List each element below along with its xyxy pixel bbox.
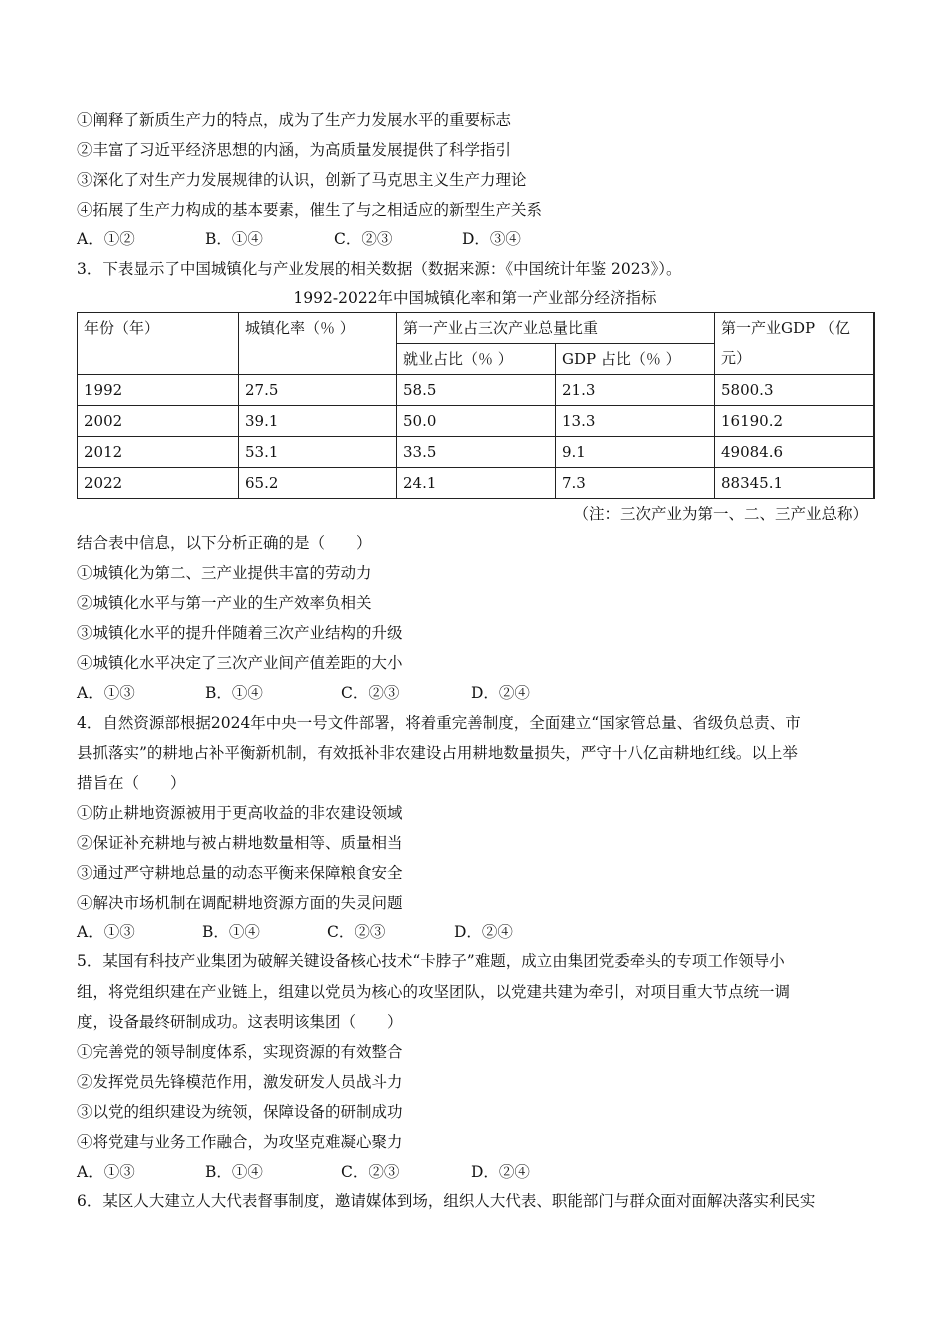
cell-primary-gdp: 16190.2 — [715, 406, 875, 437]
q4-stem-line-1: 4．自然资源部根据2024年中央一号文件部署，将着重完善制度，全面建立“国家管总量、省级负总责、市 — [77, 714, 801, 732]
cell-employment: 58.5 — [397, 375, 556, 406]
q4-statement-4: ④解决市场机制在调配耕地资源方面的失灵问题 — [77, 894, 403, 912]
cell-employment: 50.0 — [397, 406, 556, 437]
q3-option-a: A．①③ — [77, 684, 135, 702]
table-row — [78, 437, 875, 468]
q2-statement-1: ①阐释了新质生产力的特点，成为了生产力发展水平的重要标志 — [77, 111, 512, 129]
q4-statement-2: ②保证补充耕地与被占耕地数量相等、质量相当 — [77, 834, 403, 852]
cell-gdp-share: 9.1 — [556, 437, 715, 468]
q2-statement-4: ④拓展了生产力构成的基本要素，催生了与之相适应的新型生产关系 — [77, 201, 543, 219]
q3-question: 结合表中信息，以下分析正确的是（ ） — [77, 534, 372, 552]
q3-statement-2: ②城镇化水平与第一产业的生产效率负相关 — [77, 594, 372, 612]
q3-table-title: 1992-2022年中国城镇化率和第一产业部分经济指标 — [293, 289, 657, 307]
q2-statement-3: ③深化了对生产力发展规律的认识，创新了马克思主义生产力理论 — [77, 171, 527, 189]
cell-gdp-share: 7.3 — [556, 468, 715, 499]
cell-urbanization: 27.5 — [239, 375, 397, 406]
q5-statement-4: ④将党建与业务工作融合，为攻坚克难凝心聚力 — [77, 1133, 403, 1151]
q3-statement-1: ①城镇化为第二、三产业提供丰富的劳动力 — [77, 564, 372, 582]
q4-statement-3: ③通过严守耕地总量的动态平衡来保障粮食安全 — [77, 864, 403, 882]
q5-stem-line-1: 5．某国有科技产业集团为破解关键设备核心技术“卡脖子”难题，成立由集团党委牵头的专项工作领导小 — [77, 952, 785, 970]
table-row — [78, 375, 875, 406]
cell-year: 1992 — [78, 375, 239, 406]
cell-year: 2012 — [78, 437, 239, 468]
q3-statement-3: ③城镇化水平的提升伴随着三次产业结构的升级 — [77, 624, 403, 642]
q5-statement-1: ①完善党的领导制度体系，实现资源的有效整合 — [77, 1043, 403, 1061]
table-row — [78, 468, 875, 499]
cell-gdp-share: 13.3 — [556, 406, 715, 437]
q4-option-c: C．②③ — [327, 923, 386, 941]
q5-stem-line-2: 组，将党组织建在产业链上，组建以党员为核心的攻坚团队，以党建共建为牵引，对项目重大节点统一调 — [77, 983, 791, 1001]
q3-option-d: D．②④ — [471, 684, 530, 702]
header-primary-gdp-line2: 元） — [721, 349, 752, 367]
q6-stem-line-1: 6．某区人大建立人大代表督事制度，邀请媒体到场，组织人大代表、职能部门与群众面对面解决落实利民实 — [77, 1192, 816, 1210]
header-urbanization: 城镇化率（％ ） — [239, 313, 397, 375]
cell-primary-gdp: 5800.3 — [715, 375, 875, 406]
q5-stem-line-3: 度，设备最终研制成功。这表明该集团（ ） — [77, 1013, 403, 1031]
q4-option-d: D．②④ — [454, 923, 513, 941]
header-gdp-share: GDP 占比（％ ） — [556, 344, 715, 375]
cell-primary-gdp: 88345.1 — [715, 468, 875, 499]
header-employment-share: 就业占比（％ ） — [397, 344, 556, 375]
cell-primary-gdp: 49084.6 — [715, 437, 875, 468]
q4-stem-line-3: 措旨在（ ） — [77, 774, 186, 792]
cell-urbanization: 53.1 — [239, 437, 397, 468]
cell-employment: 24.1 — [397, 468, 556, 499]
cell-urbanization: 65.2 — [239, 468, 397, 499]
q3-stem: 3．下表显示了中国城镇化与产业发展的相关数据（数据来源：《中国统计年鉴 2023》）。 — [77, 260, 682, 278]
q2-statement-2: ②丰富了习近平经济思想的内涵，为高质量发展提供了科学指引 — [77, 141, 512, 159]
cell-urbanization: 39.1 — [239, 406, 397, 437]
q3-option-c: C．②③ — [341, 684, 400, 702]
cell-gdp-share: 21.3 — [556, 375, 715, 406]
q4-statement-1: ①防止耕地资源被用于更高收益的非农建设领域 — [77, 804, 403, 822]
q4-option-a: A．①③ — [77, 923, 135, 941]
cell-year: 2022 — [78, 468, 239, 499]
q5-statement-2: ②发挥党员先锋模范作用，激发研发人员战斗力 — [77, 1073, 403, 1091]
header-year: 年份（年） — [78, 313, 239, 375]
q3-statement-4: ④城镇化水平决定了三次产业间产值差距的大小 — [77, 654, 403, 672]
q2-option-c: C．②③ — [334, 230, 393, 248]
q4-option-b: B．①④ — [202, 923, 260, 941]
q2-option-a: A．①② — [77, 230, 135, 248]
cell-employment: 33.5 — [397, 437, 556, 468]
header-primary-share-group: 第一产业占三次产业总量比重 — [397, 313, 715, 344]
q2-option-b: B．①④ — [205, 230, 263, 248]
q5-statement-3: ③以党的组织建设为统领，保障设备的研制成功 — [77, 1103, 403, 1121]
q5-option-d: D．②④ — [471, 1163, 530, 1181]
table-row — [78, 406, 875, 437]
q3-option-b: B．①④ — [205, 684, 263, 702]
header-primary-gdp-line1: 第一产业GDP （亿 — [721, 319, 850, 337]
q5-option-a: A．①③ — [77, 1163, 135, 1181]
header-primary-gdp — [715, 313, 875, 375]
q5-option-b: B．①④ — [205, 1163, 263, 1181]
q2-option-d: D．③④ — [462, 230, 521, 248]
q3-data-table — [77, 312, 875, 499]
q4-stem-line-2: 县抓落实”的耕地占补平衡新机制，有效抵补非农建设占用耕地数量损失，严守十八亿亩耕地红线。以上举 — [77, 744, 798, 762]
cell-year: 2002 — [78, 406, 239, 437]
q5-option-c: C．②③ — [341, 1163, 400, 1181]
q3-table-note: （注：三次产业为第一、二、三产业总称） — [573, 505, 868, 523]
